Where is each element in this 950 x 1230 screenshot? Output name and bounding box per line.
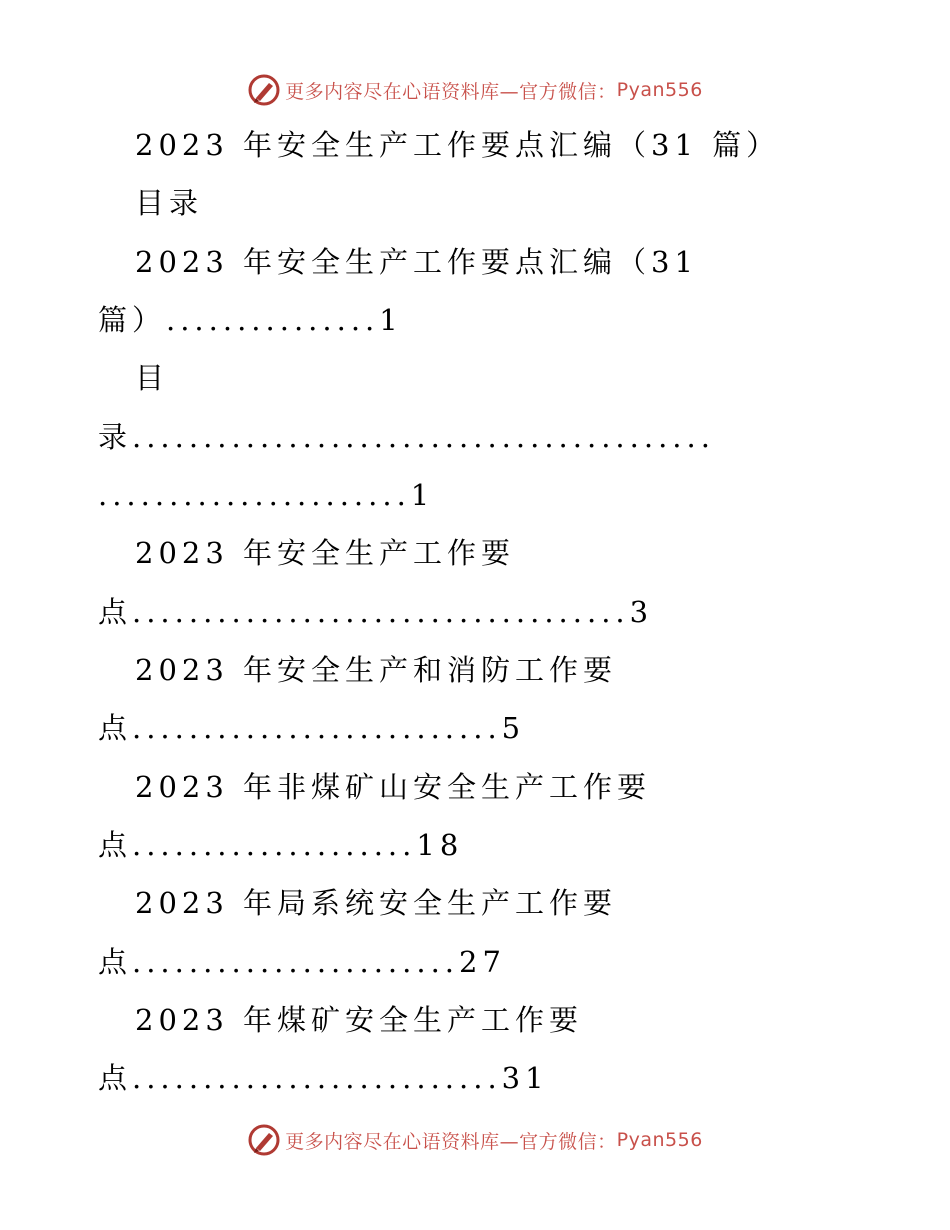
watermark-banner-bottom	[0, 1120, 950, 1160]
watermark-wechat-id: Pyan556	[616, 79, 703, 101]
toc-heading: 目录	[135, 186, 204, 220]
toc-entry-leader: 篇）...............1	[98, 303, 403, 337]
watermark-text: 更多内容尽在心语资料库—官方微信：	[285, 1130, 617, 1153]
toc-entry-line: 2023 年安全生产和消防工作要	[135, 653, 618, 687]
toc-entry-leader: 点....................18	[98, 828, 464, 862]
watermark-text: 更多内容尽在心语资料库—官方微信：	[285, 80, 617, 103]
toc-entry-leader: 点..........................31	[98, 1061, 549, 1095]
toc-entry-line: 2023 年煤矿安全生产工作要	[135, 1003, 584, 1037]
toc-entry-line: 目	[135, 361, 170, 395]
watermark-wechat-id: Pyan556	[616, 1129, 703, 1151]
toc-entry-line: 2023 年安全生产工作要	[135, 536, 516, 570]
pen-logo-icon	[247, 73, 281, 107]
toc-entry-leader: 点.......................27	[98, 945, 506, 979]
toc-entry-leader: 点..........................5	[98, 711, 526, 745]
toc-entry-line: 2023 年安全生产工作要点汇编（31	[135, 245, 698, 279]
toc-entry-line: 2023 年非煤矿山安全生产工作要	[135, 770, 652, 804]
toc-entry-leader: 录.........................................	[98, 420, 715, 454]
watermark-banner-top	[0, 70, 950, 110]
toc-entry-leader: ......................1	[98, 478, 435, 512]
toc-entry-leader: 点...................................3	[98, 595, 654, 629]
pen-logo-icon	[247, 1123, 281, 1157]
document-title: 2023 年安全生产工作要点汇编（31 篇）	[135, 128, 781, 162]
toc-entry-line: 2023 年局系统安全生产工作要	[135, 886, 618, 920]
